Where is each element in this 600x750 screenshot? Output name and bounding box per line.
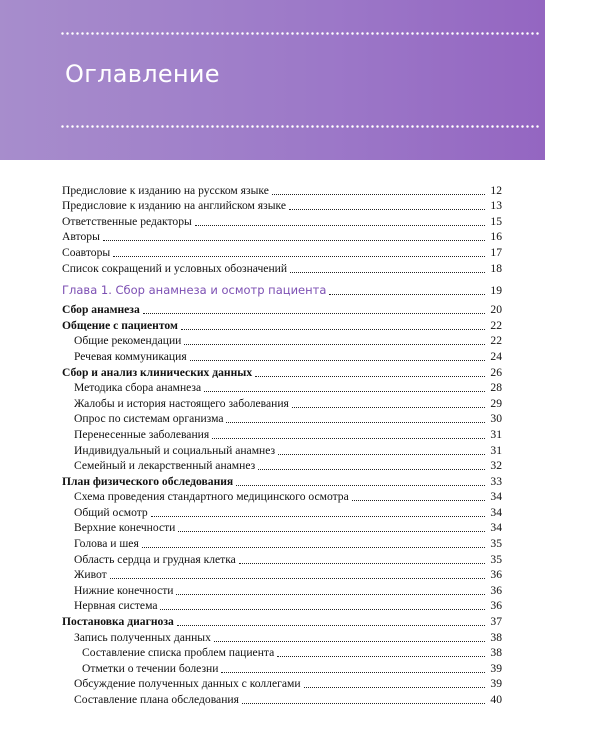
dot-leader [151, 516, 485, 517]
dot-leader [110, 578, 485, 579]
toc-entry-page-number: 39 [490, 677, 502, 691]
toc-entry-page-number: 34 [490, 521, 502, 535]
toc-entry[interactable] [62, 364, 502, 380]
toc-entry[interactable] [62, 567, 502, 583]
dot-leader [239, 563, 485, 564]
dot-leader [242, 703, 485, 704]
dot-leader [103, 240, 485, 241]
dot-leader [221, 672, 485, 673]
dot-leader [204, 391, 485, 392]
toc-entry-label: Область сердца и грудная клетка [74, 552, 236, 566]
toc-entry[interactable] [62, 598, 502, 614]
page-title: Оглавление [65, 60, 220, 88]
toc-entry[interactable] [62, 535, 502, 551]
toc-entry-label: Общие рекомендации [74, 334, 182, 348]
dot-leader [236, 485, 485, 486]
table-of-contents [62, 182, 502, 707]
dot-leader [226, 422, 485, 423]
toc-entry-page-number: 33 [490, 474, 502, 488]
dot-leader [113, 256, 485, 257]
toc-entry-page-number: 36 [490, 568, 502, 582]
toc-entry-label: Составление списка проблем пациента [82, 646, 275, 660]
toc-entry[interactable] [62, 473, 502, 489]
toc-entry-page-number: 35 [490, 552, 502, 566]
toc-entry-label: Индивидуальный и социальный анамнез [74, 443, 276, 457]
toc-entry[interactable] [62, 260, 502, 276]
dotted-rule-bottom [60, 125, 540, 128]
toc-entry-label: Опрос по системам организма [74, 412, 224, 426]
toc-entry[interactable] [62, 348, 502, 364]
toc-entry-label: Нервная система [74, 599, 158, 613]
toc-entry-label: Сбор и анализ клинических данных [62, 365, 253, 379]
toc-entry[interactable] [62, 504, 502, 520]
toc-entry-page-number: 19 [490, 283, 502, 297]
toc-entry-label: Схема проведения стандартного медицинского осмотра [74, 490, 349, 504]
toc-entry-page-number: 34 [490, 490, 502, 504]
dot-leader [143, 313, 485, 314]
toc-entry[interactable] [62, 395, 502, 411]
dot-leader [195, 225, 485, 226]
toc-entry-label: Запись полученных данных [74, 630, 211, 644]
toc-entry-label: Верхние конечности [74, 521, 176, 535]
dot-leader [292, 407, 485, 408]
toc-entry[interactable] [62, 380, 502, 396]
toc-entry-page-number: 31 [490, 443, 502, 457]
toc-entry-page-number: 37 [490, 615, 502, 629]
dot-leader [278, 454, 485, 455]
toc-entry-page-number: 18 [490, 261, 502, 275]
toc-entry[interactable] [62, 317, 502, 333]
toc-entry[interactable] [62, 660, 502, 676]
toc-entry[interactable] [62, 213, 502, 229]
toc-entry[interactable] [62, 489, 502, 505]
toc-entry-label: Перенесенные заболевания [74, 427, 210, 441]
dot-leader [290, 272, 485, 273]
dot-leader [184, 344, 485, 345]
dot-leader [160, 609, 485, 610]
toc-entry[interactable] [62, 551, 502, 567]
toc-entry[interactable] [62, 458, 502, 474]
toc-entry-label: Авторы [62, 230, 100, 244]
toc-entry-page-number: 34 [490, 505, 502, 519]
toc-entry[interactable] [62, 198, 502, 214]
dotted-rule-top [60, 32, 540, 35]
toc-entry[interactable] [62, 411, 502, 427]
toc-entry[interactable] [62, 333, 502, 349]
toc-entry[interactable] [62, 691, 502, 707]
toc-entry[interactable] [62, 629, 502, 645]
dot-leader [176, 594, 485, 595]
dot-leader [142, 547, 485, 548]
toc-entry-page-number: 20 [490, 303, 502, 317]
toc-entry[interactable] [62, 426, 502, 442]
toc-entry-label: Методика сбора анамнеза [74, 381, 202, 395]
toc-entry-label: Соавторы [62, 245, 111, 259]
toc-entry-page-number: 29 [490, 396, 502, 410]
toc-entry-label: Глава 1. Сбор анамнеза и осмотр пациента [62, 282, 327, 297]
toc-entry-label: Список сокращений и условных обозначений [62, 261, 288, 275]
toc-entry-label: Речевая коммуникация [74, 349, 187, 363]
toc-entry-label: Предисловие к изданию на русском языке [62, 183, 269, 197]
header-band [0, 0, 545, 160]
dot-leader [289, 209, 485, 210]
dot-leader [272, 194, 485, 195]
toc-entry-page-number: 35 [490, 537, 502, 551]
dot-leader [277, 656, 485, 657]
toc-entry-page-number: 22 [490, 334, 502, 348]
toc-entry-label: Предисловие к изданию на английском языке [62, 199, 286, 213]
toc-entry-page-number: 24 [490, 349, 502, 363]
toc-entry-label: Сбор анамнеза [62, 303, 140, 317]
toc-entry[interactable] [62, 302, 502, 318]
dot-leader [304, 687, 485, 688]
toc-entry-page-number: 39 [490, 661, 502, 675]
toc-entry-label: Ответственные редакторы [62, 214, 192, 228]
toc-entry-page-number: 38 [490, 646, 502, 660]
toc-entry[interactable] [62, 582, 502, 598]
dot-leader [178, 531, 485, 532]
toc-entry-page-number: 28 [490, 381, 502, 395]
toc-entry-label: Нижние конечности [74, 583, 174, 597]
toc-entry-page-number: 13 [490, 199, 502, 213]
toc-entry[interactable] [62, 442, 502, 458]
toc-entry-label: Обсуждение полученных данных с коллегами [74, 677, 301, 691]
toc-entry-page-number: 15 [490, 214, 502, 228]
toc-entry-label: Жалобы и история настоящего заболевания [74, 396, 289, 410]
toc-entry-label: Постановка диагноза [62, 615, 174, 629]
dot-leader [352, 500, 485, 501]
dot-leader [258, 469, 485, 470]
dot-leader [214, 641, 485, 642]
toc-entry-label: Общий осмотр [74, 505, 148, 519]
toc-entry-page-number: 12 [490, 183, 502, 197]
toc-entry[interactable] [62, 244, 502, 260]
toc-entry-page-number: 36 [490, 599, 502, 613]
toc-entry[interactable] [62, 182, 502, 198]
dot-leader [177, 625, 485, 626]
toc-entry-page-number: 16 [490, 230, 502, 244]
toc-entry-label: Семейный и лекарственный анамнез [74, 459, 256, 473]
dot-leader [190, 360, 485, 361]
dot-leader [212, 438, 485, 439]
toc-entry-label: Отметки о течении болезни [82, 661, 219, 675]
dot-leader [329, 294, 485, 295]
toc-entry-label: Голова и шея [74, 537, 139, 551]
toc-entry-label: План физического обследования [62, 474, 234, 488]
toc-entry-label: Общение с пациентом [62, 318, 178, 332]
toc-entry[interactable] [62, 613, 502, 629]
toc-entry-page-number: 30 [490, 412, 502, 426]
toc-entry-page-number: 26 [490, 365, 502, 379]
toc-entry[interactable] [62, 229, 502, 245]
toc-entry-page-number: 31 [490, 427, 502, 441]
toc-entry-page-number: 32 [490, 459, 502, 473]
toc-entry[interactable] [62, 676, 502, 692]
toc-entry-page-number: 36 [490, 583, 502, 597]
toc-entry-page-number: 40 [490, 693, 502, 706]
toc-entry-label: Составление плана обследования [74, 693, 239, 706]
toc-chapter-heading[interactable] [62, 280, 502, 298]
toc-entry-page-number: 22 [490, 318, 502, 332]
dot-leader [181, 329, 485, 330]
dot-leader [255, 376, 485, 377]
toc-entry[interactable] [62, 645, 502, 661]
toc-entry-page-number: 38 [490, 630, 502, 644]
toc-entry[interactable] [62, 520, 502, 536]
toc-entry-label: Живот [74, 568, 107, 582]
toc-entry-page-number: 17 [490, 245, 502, 259]
